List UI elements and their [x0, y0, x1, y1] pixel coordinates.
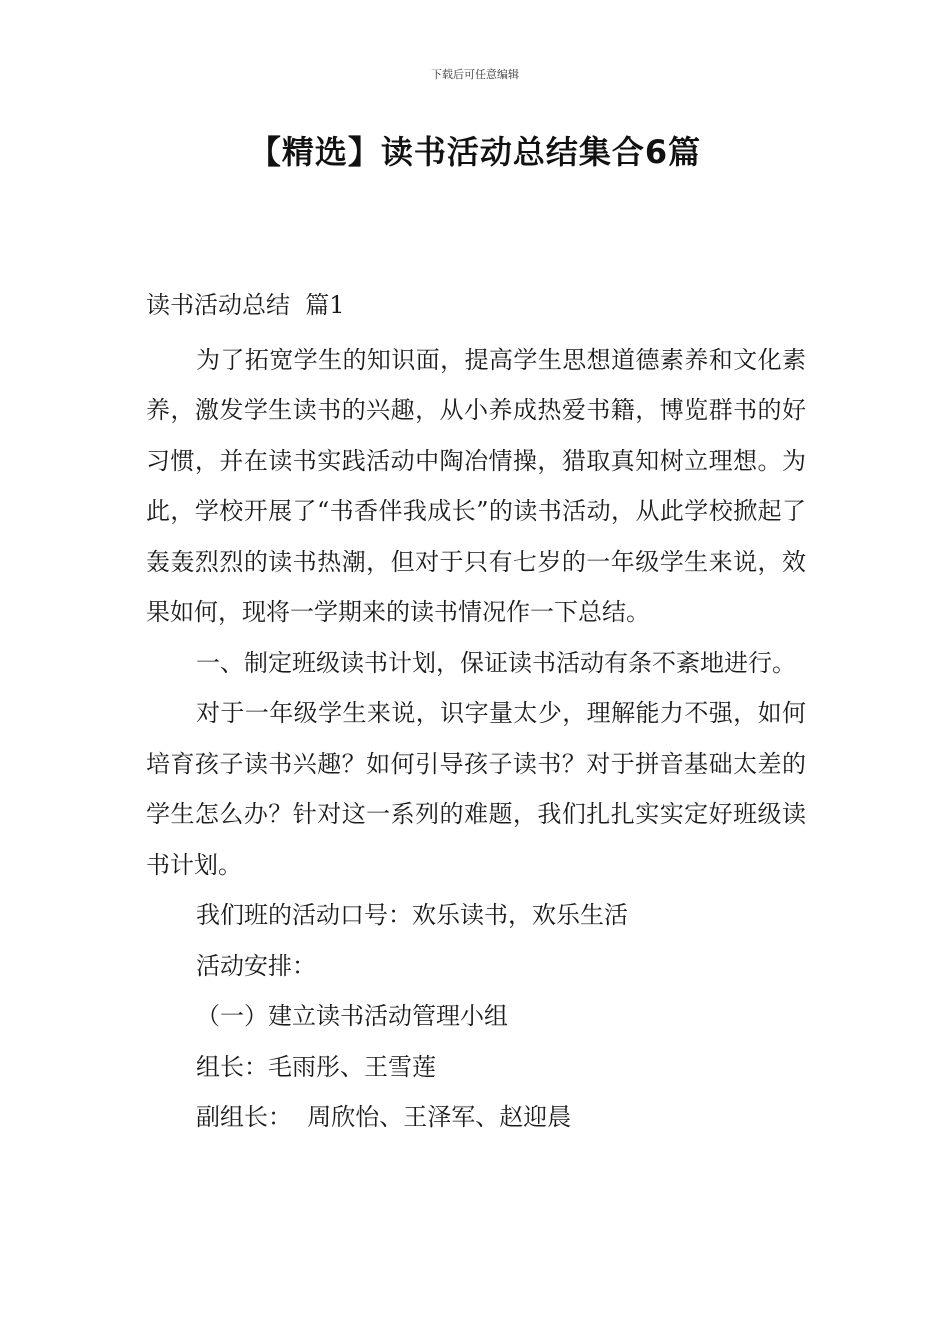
section-heading: 读书活动总结 篇1	[146, 291, 345, 319]
paragraph-slogan: 我们班的活动口号：欢乐读书，欢乐生活	[196, 901, 628, 929]
paragraph-arrangement: 活动安排：	[196, 951, 316, 980]
document-body	[146, 280, 806, 1143]
document-title: 【精选】读书活动总结集合6篇	[248, 133, 702, 171]
paragraph-plan-detail: 对于一年级学生来说，识字量太少，理解能力不强，如何培育孩子读书兴趣？如何引导孩子读书？对于拼音基础太差的学生怎么办？针对这一系列的难题，我们扎扎实实定好班级读书计划。	[146, 699, 806, 879]
paragraph-group-setup: （一）建立读书活动管理小组	[196, 1002, 508, 1030]
paragraph-deputy-leaders: 副组长： 周欣怡、王泽军、赵迎晨	[196, 1103, 572, 1131]
page-header-note: 下载后可任意编辑	[431, 68, 519, 81]
paragraph-intro: 为了拓宽学生的知识面，提高学生思想道德素养和文化素养，激发学生读书的兴趣，从小养成热爱书籍，博览群书的好习惯，并在读书实践活动中陶冶情操，猎取真知树立理想。为此，学校开展了“书香伴我成长”的读书活动，从此学校掀起了轰轰烈烈的读书热潮，但对于只有七岁的一年级学生来说，效果如何，现将一学期来的读书情况作一下总结。	[146, 345, 806, 626]
paragraph-group-leaders: 组长：毛雨彤、王雪莲	[196, 1052, 436, 1081]
paragraph-plan-heading: 一、制定班级读书计划，保证读书活动有条不紊地进行。	[196, 648, 796, 677]
